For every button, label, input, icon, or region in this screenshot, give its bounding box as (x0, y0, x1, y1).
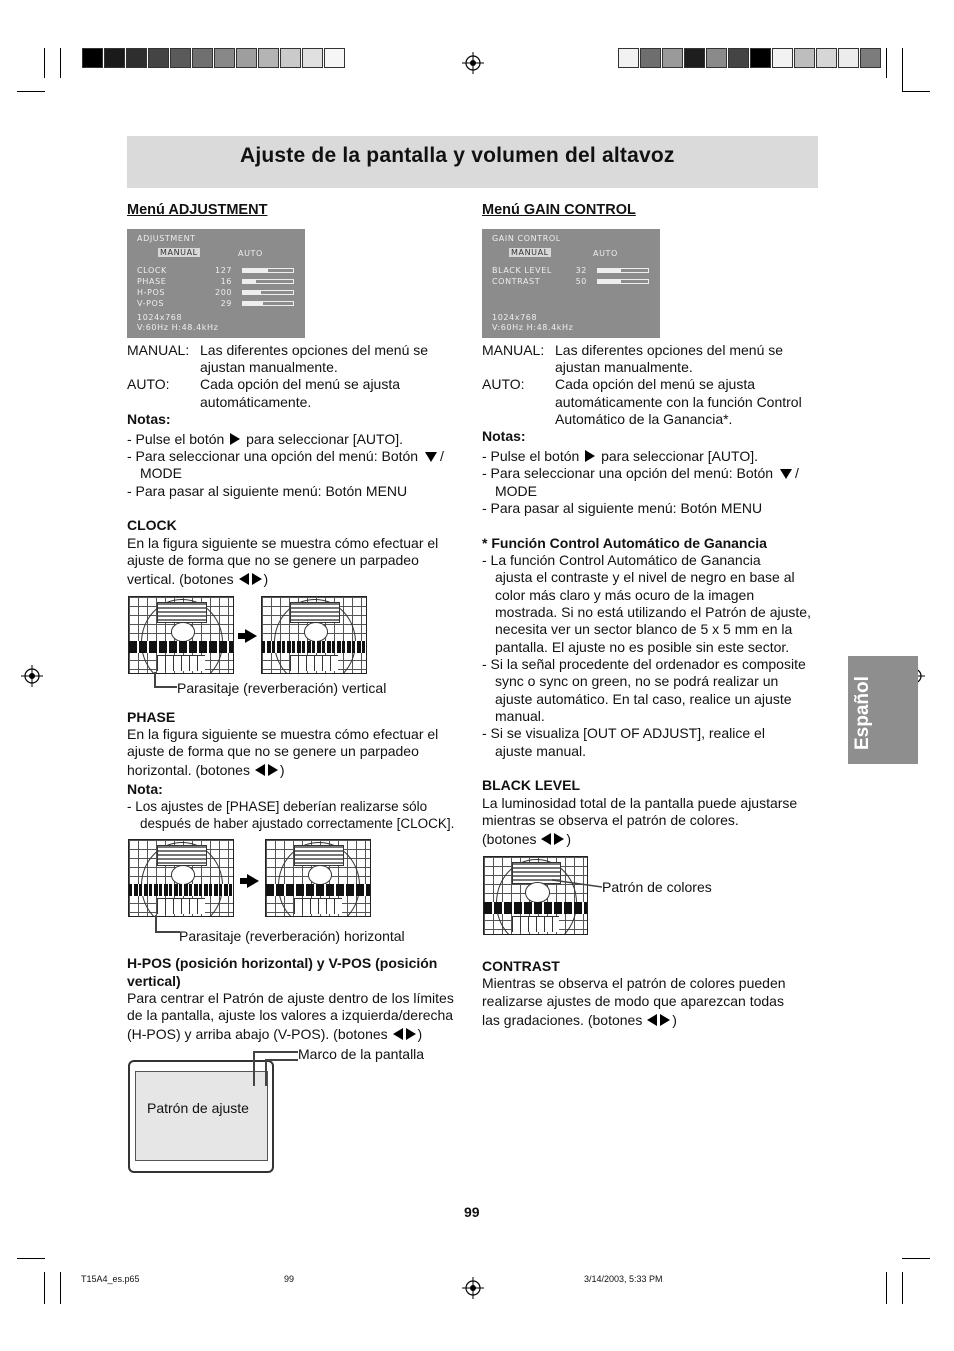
agc-line: color más claro y más ocuro de la imagen (495, 587, 755, 603)
gray-swatch (706, 48, 727, 68)
gray-swatch (324, 48, 345, 68)
hpos-heading: H-POS (posición horizontal) y V-POS (posición (127, 955, 438, 971)
black-level-text: (botones ) (482, 831, 572, 847)
clock-text: vertical. (botones ) (127, 571, 269, 587)
gray-swatch (728, 48, 749, 68)
contrast-text: realizarse ajustes de modo que aparezcan todas (482, 993, 784, 1009)
gray-swatch (860, 48, 881, 68)
gray-swatch (82, 48, 103, 68)
osd-mode-manual: MANUAL (160, 248, 198, 257)
gray-swatch (148, 48, 169, 68)
gray-swatch (236, 48, 257, 68)
down-triangle-icon (780, 469, 792, 479)
auto-text: Cada opción del menú se ajusta (555, 376, 756, 392)
hpos-text: de la pantalla, ajuste los valores a izquierda/derecha (127, 1007, 454, 1023)
agc-line: mostrada. Si no está utilizando el Patrón de ajuste, (495, 604, 811, 620)
osd-title: ADJUSTMENT (137, 234, 196, 243)
frame-caption: Marco de la pantalla (298, 1046, 425, 1062)
agc-heading: * Función Control Automático de Ganancia (482, 535, 767, 551)
agc-line: ajusta el contraste y el nivel de negro en base al (495, 569, 795, 585)
page-number: 99 (464, 1204, 480, 1220)
agc-line: pantalla. El ajuste no es posible sin este sector. (495, 639, 790, 655)
notes-heading: Notas: (482, 428, 526, 444)
adjustment-osd-menu (127, 229, 305, 338)
osd-item-label: BLACK LEVEL (492, 266, 552, 275)
gray-swatch (104, 48, 125, 68)
left-triangle-icon (647, 1014, 657, 1026)
agc-line: ajuste manual. (495, 743, 587, 759)
osd-resolution: 1024x768 (137, 313, 183, 322)
osd-item-label: H-POS (137, 288, 166, 297)
note-item-continued: MODE (140, 465, 182, 481)
osd-item-value: 16 (220, 277, 232, 286)
agc-line: necesita ver un sector blanco de 5 x 5 mm en la (495, 621, 793, 637)
note-item: - Para seleccionar una opción del menú: Botón / (482, 465, 799, 481)
gray-swatch (126, 48, 147, 68)
clock-text: En la figura siguiente se muestra cómo efectuar el (127, 535, 439, 551)
left-triangle-icon (239, 573, 249, 585)
manual-text: Las diferentes opciones del menú se (555, 342, 784, 358)
hpos-text: (H-POS) y arriba abajo (V-POS). (botones ) (127, 1026, 423, 1042)
hpos-text: Para centrar el Patrón de ajuste dentro de los límites (127, 990, 454, 1006)
osd-item-value: 200 (215, 288, 233, 297)
black-level-text: mientras se observa el patrón de colores. (482, 812, 739, 828)
gray-swatch (170, 48, 191, 68)
osd-item-value: 127 (215, 266, 233, 275)
manual-label: MANUAL: (482, 342, 545, 358)
auto-text: Cada opción del menú se ajusta (200, 376, 401, 392)
phase-note-heading: Nota: (127, 781, 163, 797)
color-test-pattern (483, 856, 588, 935)
manual-text: ajustan manualmente. (555, 359, 693, 375)
registration-mark-left (21, 665, 43, 687)
note-item: - Pulse el botón para seleccionar [AUTO]. (482, 448, 758, 464)
auto-text: automáticamente. (200, 394, 312, 410)
right-triangle-icon (268, 764, 278, 776)
osd-frequency: V:60Hz H:48.4kHz (137, 323, 219, 332)
gray-swatch (684, 48, 705, 68)
agc-line: - La función Control Automático de Ganancia (482, 552, 761, 568)
osd-mode-auto: AUTO (593, 249, 618, 258)
gray-swatch (258, 48, 279, 68)
osd-title: GAIN CONTROL (492, 234, 561, 243)
osd-item-bar (242, 279, 294, 284)
osd-item-value: 32 (575, 266, 587, 275)
auto-label: AUTO: (127, 376, 170, 392)
right-triangle-icon (660, 1014, 670, 1026)
phase-text: ajuste de forma que no se genere un parpadeo (127, 743, 419, 759)
arrow-icon (247, 874, 259, 888)
gray-swatch (772, 48, 793, 68)
footer-file: T15A4_es.p65 (81, 1274, 140, 1284)
note-item: - Para pasar al siguiente menú: Botón MENU (482, 500, 763, 516)
adjustment-menu-heading: Menú ADJUSTMENT (127, 202, 268, 218)
phase-note: - Los ajustes de [PHASE] deberían realizarse sólo (127, 799, 428, 814)
footer-timestamp: 3/14/2003, 5:33 PM (584, 1274, 663, 1284)
callout-line (552, 878, 602, 890)
osd-item-bar (242, 301, 294, 306)
gray-swatch (816, 48, 837, 68)
manual-label: MANUAL: (127, 342, 190, 358)
gray-swatch (750, 48, 771, 68)
left-triangle-icon (541, 833, 551, 845)
test-pattern-horizontal-adjusted (265, 839, 371, 917)
gray-swatch (640, 48, 661, 68)
test-pattern-flicker-horizontal (128, 839, 234, 917)
auto-label: AUTO: (482, 376, 525, 392)
osd-item-bar (597, 268, 649, 273)
test-pattern-vertical-adjusted (261, 596, 367, 674)
clock-caption: Parasitaje (reverberación) vertical (177, 680, 387, 696)
osd-item-bar (242, 290, 294, 295)
right-triangle-icon (230, 433, 240, 445)
gray-swatch (838, 48, 859, 68)
clock-heading: CLOCK (127, 517, 177, 533)
gray-swatch (662, 48, 683, 68)
osd-resolution: 1024x768 (492, 313, 538, 322)
agc-line: - Si la señal procedente del ordenador es composite (482, 656, 806, 672)
note-item: - Para seleccionar una opción del menú: Botón / (127, 448, 444, 464)
gray-swatch (192, 48, 213, 68)
osd-item-label: CONTRAST (492, 277, 541, 286)
gray-swatch (302, 48, 323, 68)
osd-item-label: V-POS (137, 299, 165, 308)
right-triangle-icon (252, 573, 262, 585)
gray-swatch (618, 48, 639, 68)
agc-line: ajuste automático. En tal caso, realice un ajuste (495, 691, 792, 707)
gray-swatch (280, 48, 301, 68)
callout-line (153, 672, 177, 690)
page-title: Ajuste de la pantalla y volumen del altavoz (240, 144, 675, 167)
hpos-heading: vertical) (127, 973, 181, 989)
note-item: - Pulse el botón para seleccionar [AUTO]. (127, 431, 403, 447)
color-pattern-caption: Patrón de colores (602, 879, 712, 895)
osd-item-bar (242, 268, 294, 273)
phase-caption: Parasitaje (reverberación) horizontal (179, 928, 405, 944)
contrast-text: Mientras se observa el patrón de colores pueden (482, 975, 786, 991)
agc-line: - Si se visualiza [OUT OF ADJUST], realice el (482, 725, 765, 741)
right-triangle-icon (585, 450, 595, 462)
note-item: - Para pasar al siguiente menú: Botón MENU (127, 483, 408, 499)
registration-mark-top (462, 52, 484, 74)
notes-heading: Notas: (127, 411, 171, 427)
agc-line: sync o sync on green, no se podrá realizar un (495, 673, 779, 689)
manual-text: Las diferentes opciones del menú se (200, 342, 429, 358)
agc-line: manual. (495, 708, 545, 724)
osd-item-value: 29 (220, 299, 232, 308)
osd-frequency: V:60Hz H:48.4kHz (492, 323, 574, 332)
pattern-label: Patrón de ajuste (147, 1100, 249, 1116)
right-triangle-icon (406, 1028, 416, 1040)
arrow-icon (245, 629, 257, 643)
gain-control-osd-menu (482, 229, 660, 338)
callout-line (154, 915, 180, 935)
left-triangle-icon (255, 764, 265, 776)
phase-note: después de haber ajustado correctamente [CLOCK]. (140, 816, 455, 831)
down-triangle-icon (425, 452, 437, 462)
phase-heading: PHASE (127, 709, 176, 725)
osd-item-value: 50 (575, 277, 587, 286)
phase-text: En la figura siguiente se muestra cómo efectuar el (127, 726, 439, 742)
gain-control-menu-heading: Menú GAIN CONTROL (482, 202, 636, 218)
auto-text: automáticamente con la función Control (555, 394, 802, 410)
osd-item-label: CLOCK (137, 266, 167, 275)
osd-item-label: PHASE (137, 277, 167, 286)
gray-swatch (794, 48, 815, 68)
black-level-heading: BLACK LEVEL (482, 777, 580, 793)
manual-text: ajustan manualmente. (200, 359, 338, 375)
phase-text: horizontal. (botones ) (127, 762, 285, 778)
osd-item-bar (597, 279, 649, 284)
registration-mark-bottom (462, 1277, 484, 1299)
osd-mode-manual: MANUAL (511, 248, 549, 257)
black-level-text: La luminosidad total de la pantalla puede ajustarse (482, 795, 798, 811)
note-item-continued: MODE (495, 483, 537, 499)
right-triangle-icon (554, 833, 564, 845)
language-tab-label: Español (852, 676, 873, 750)
test-pattern-flicker-vertical (128, 596, 234, 674)
clock-text: ajuste de forma que no se genere un parpadeo (127, 552, 419, 568)
contrast-text: las gradaciones. (botones ) (482, 1012, 677, 1028)
auto-text: Automático de la Ganancia*. (555, 411, 733, 427)
gray-swatch (214, 48, 235, 68)
left-triangle-icon (393, 1028, 403, 1040)
callout-line (252, 1050, 298, 1086)
contrast-heading: CONTRAST (482, 958, 560, 974)
osd-mode-auto: AUTO (238, 249, 263, 258)
footer-page: 99 (284, 1274, 295, 1284)
